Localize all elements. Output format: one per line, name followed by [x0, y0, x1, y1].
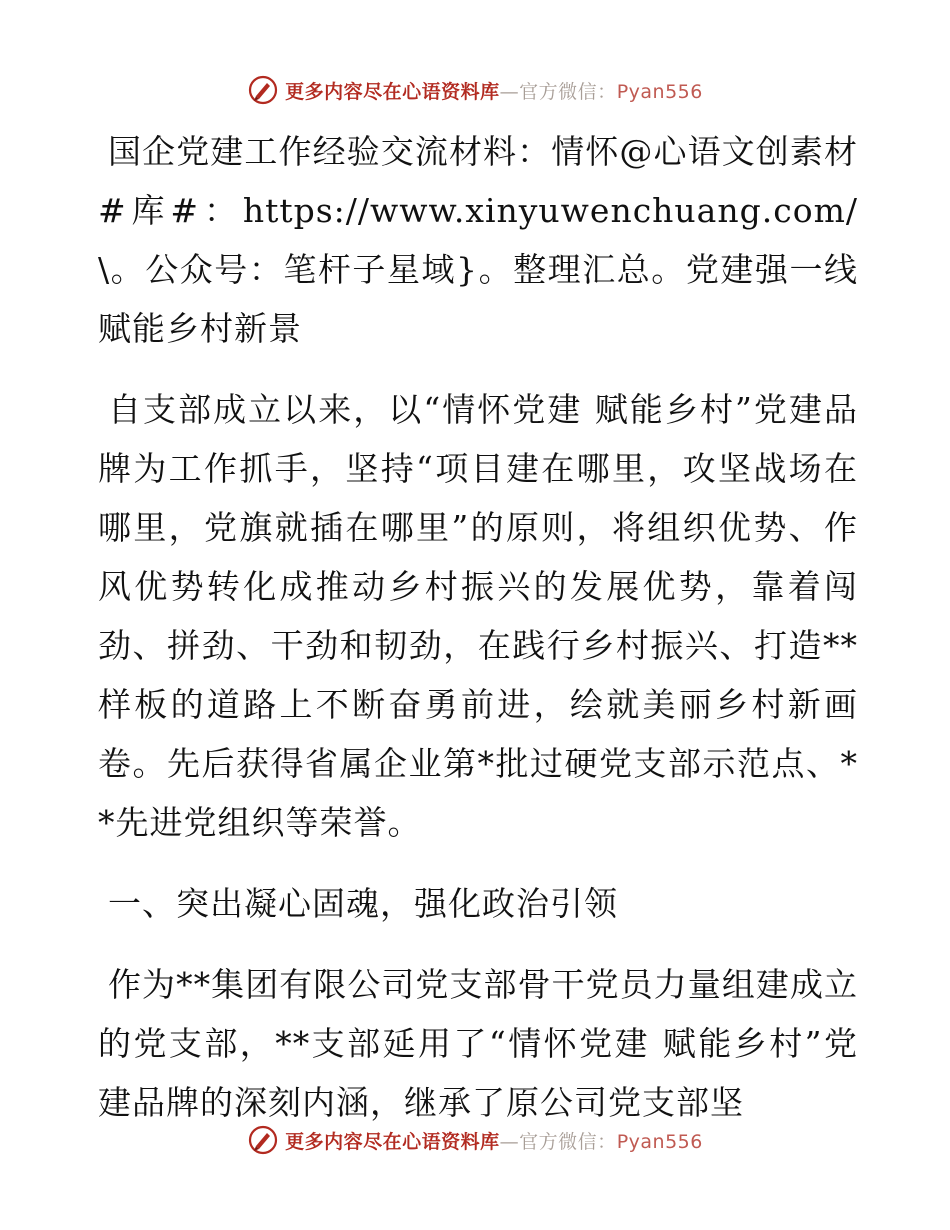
watermark-wechat-label: 官方微信：	[519, 1130, 617, 1153]
pen-logo-icon	[247, 74, 279, 106]
watermark-text	[285, 1127, 703, 1154]
watermark-wechat-id: Pyan556	[616, 80, 703, 103]
watermark-main: 更多内容尽在心语资料库	[285, 1130, 500, 1153]
watermark-text	[285, 77, 703, 104]
paragraph-title: 国企党建工作经验交流材料：情怀@心语文创素材#库#：https://www.xinyuwenchuang.com/\。公众号：笔杆子星域}。整理汇总。党建强一线 赋能乡村新景	[98, 132, 858, 348]
pen-logo-icon	[247, 1124, 279, 1156]
watermark-separator: —	[499, 1130, 520, 1153]
paragraph-intro: 自支部成立以来，以“情怀党建 赋能乡村”党建品牌为工作抓手，坚持“项目建在哪里，攻坚战场在哪里，党旗就插在哪里”的原则，将组织优势、作风优势转化成推动乡村振兴的发展优势，靠着闯劲、拼劲、干劲和韧劲，在践行乡村振兴、打造**样板的道路上不断奋勇前进，绘就美丽乡村新画卷。先后获得省属企业第*批过硬党支部示范点、**先进党组织等荣誉。	[98, 390, 858, 842]
header-watermark	[0, 70, 950, 110]
document-body	[98, 122, 858, 1132]
paragraph-section-body: 作为**集团有限公司党支部骨干党员力量组建成立的党支部，**支部延用了“情怀党建 赋能乡村”党建品牌的深刻内涵，继承了原公司党支部坚	[98, 965, 858, 1122]
watermark-main: 更多内容尽在心语资料库	[285, 80, 500, 103]
watermark-wechat-label: 官方微信：	[519, 80, 617, 103]
watermark-wechat-id: Pyan556	[616, 1130, 703, 1153]
watermark-separator: —	[499, 80, 520, 103]
footer-watermark	[0, 1120, 950, 1160]
section-heading: 一、突出凝心固魂，强化政治引领	[108, 884, 618, 923]
